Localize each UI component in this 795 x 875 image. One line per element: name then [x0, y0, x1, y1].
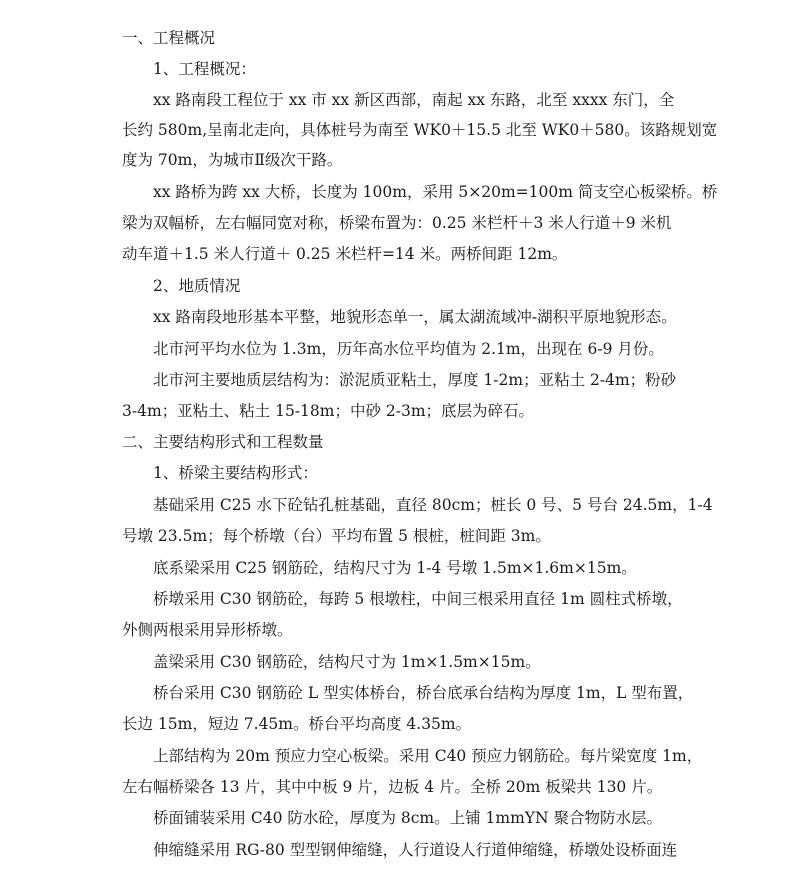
- paragraph-line: 度为 70m，为城市Ⅱ级次干路。: [122, 151, 343, 169]
- paragraph-line: 基础采用 C25 水下砼钻孔桩基础，直径 80cm；桩长 0 号、5 号台 24.5m，1-4: [153, 496, 713, 514]
- paragraph-line: 北市河主要地质层结构为：淤泥质亚粘土，厚度 1-2m；亚粘土 2-4m；粉砂: [153, 371, 677, 389]
- section-heading: 一、工程概况: [122, 29, 216, 47]
- subsection-heading: 1、工程概况：: [153, 60, 256, 78]
- paragraph-line: 长边 15m，短边 7.45m。桥台平均高度 4.35m。: [122, 715, 472, 733]
- paragraph-line: 桥台采用 C30 钢筋砼 L 型实体桥台，桥台底承台结构为厚度 1m，L 型布置，: [153, 684, 694, 702]
- paragraph-line: 号墩 23.5m；每个桥墩（台）平均布置 5 根桩，桩间距 3m。: [122, 527, 551, 545]
- paragraph-line: 左右幅桥梁各 13 片，其中中板 9 片，边板 4 片。全桥 20m 板梁共 130 片。: [122, 778, 663, 796]
- paragraph-line: 外侧两根采用异形桥墩。: [122, 621, 293, 639]
- paragraph-line: 北市河平均水位为 1.3m，历年高水位平均值为 2.1m，出现在 6-9 月份。: [153, 340, 664, 358]
- paragraph-line: xx 路南段地形基本平整，地貌形态单一，属太湖流域冲-湖积平原地貌形态。: [153, 308, 677, 326]
- subsection-heading: 2、地质情况: [153, 277, 241, 295]
- paragraph-line: 梁为双幅桥，左右幅同宽对称，桥梁布置为：0.25 米栏杆＋3 米人行道＋9 米机: [122, 214, 672, 232]
- paragraph-line: 动车道＋1.5 米人行道＋ 0.25 米栏杆=14 米。两桥间距 12m。: [122, 245, 568, 263]
- paragraph-line: 长约 580m,呈南北走向，具体桩号为南至 WK0＋15.5 北至 WK0＋580。该路规划宽: [122, 121, 718, 139]
- subsection-heading: 1、桥梁主要结构形式：: [153, 464, 318, 482]
- paragraph-line: 桥面铺装采用 C40 防水砼，厚度为 8cm。上铺 1mmYN 聚合物防水层。: [153, 809, 663, 827]
- paragraph-line: 桥墩采用 C30 钢筋砼，每跨 5 根墩柱，中间三根采用直径 1m 圆柱式桥墩，: [153, 590, 683, 608]
- paragraph-line: 底系梁采用 C25 钢筋砼，结构尺寸为 1-4 号墩 1.5m×1.6m×15m。: [153, 559, 637, 577]
- paragraph-line: 上部结构为 20m 预应力空心板梁。采用 C40 预应力钢筋砼。每片梁宽度 1m，: [153, 747, 703, 765]
- paragraph-line: 3-4m；亚粘土、粘土 15-18m；中砂 2-3m；底层为碎石。: [122, 402, 535, 420]
- section-heading: 二、主要结构形式和工程数量: [122, 433, 324, 451]
- paragraph-line: 盖梁采用 C30 钢筋砼，结构尺寸为 1m×1.5m×15m。: [153, 653, 541, 671]
- paragraph-line: xx 路南段工程位于 xx 市 xx 新区西部，南起 xx 东路，北至 xxxx 东门，全: [153, 91, 675, 109]
- paragraph-line: 伸缩缝采用 RG-80 型型钢伸缩缝，人行道设人行道伸缩缝，桥墩处设桥面连: [153, 841, 678, 859]
- paragraph-line: xx 路桥为跨 xx 大桥，长度为 100m，采用 5×20m=100m 简支空心板梁桥。桥: [153, 183, 718, 201]
